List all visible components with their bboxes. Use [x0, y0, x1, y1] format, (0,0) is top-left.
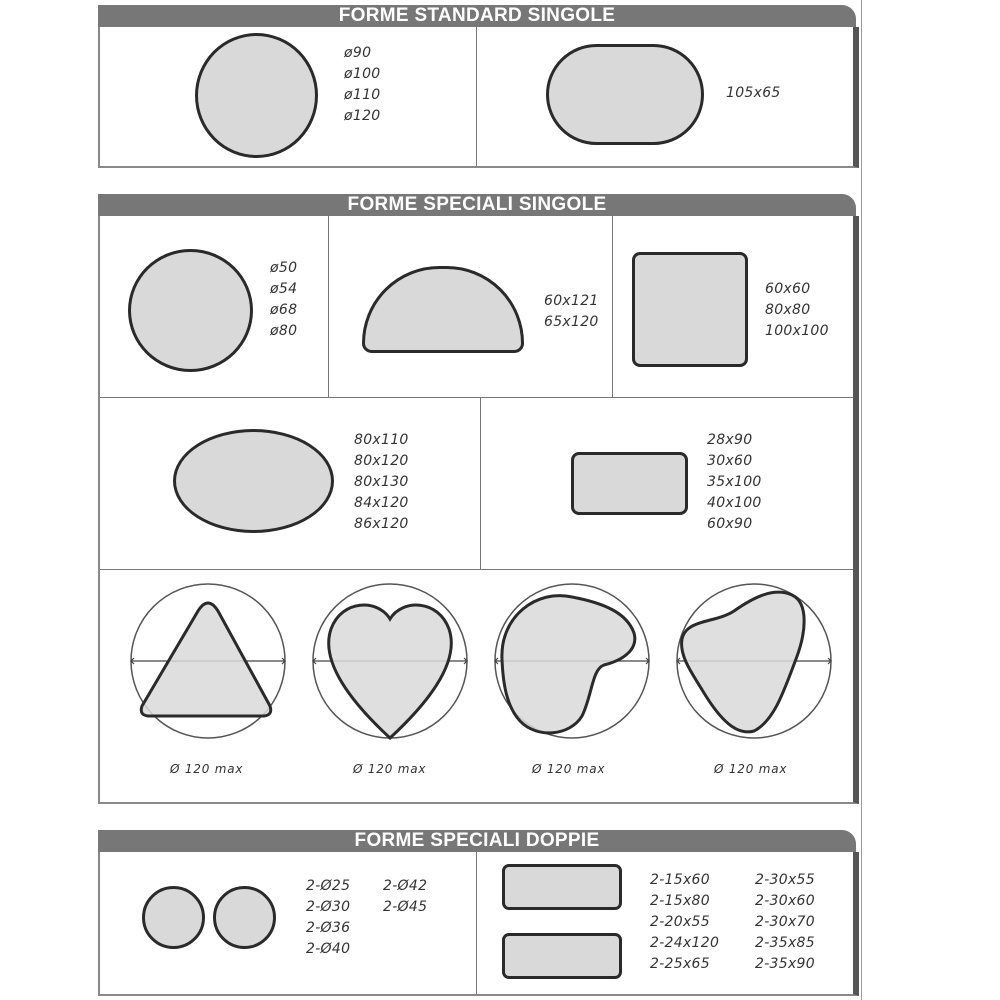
section-special-single — [98, 194, 856, 804]
double-rect-size-list-2 — [755, 870, 815, 975]
rectangle-shape — [571, 452, 688, 515]
section-standard-single — [98, 5, 856, 168]
heart-freeform — [310, 581, 470, 741]
size-label: ø110 — [344, 87, 381, 103]
cell-divider — [476, 852, 477, 994]
size-label: 60x60 — [765, 281, 811, 297]
size-label: 80x80 — [765, 302, 811, 318]
square-shape — [632, 252, 748, 367]
size-label: 2-30x60 — [755, 893, 815, 909]
size-label: 2-Ø40 — [306, 941, 351, 957]
double-round-size-list-2 — [383, 876, 427, 918]
ellipse-size-list — [354, 430, 409, 535]
freeform-caption: Ø 120 max — [532, 762, 606, 776]
double-rect-shape-top — [502, 864, 622, 910]
double-rect-shape-bottom — [502, 933, 622, 979]
double-round-size-list — [306, 876, 350, 960]
kidney-freeform — [492, 581, 652, 741]
triangle-freeform — [128, 581, 288, 741]
size-label: ø54 — [270, 281, 298, 297]
section-title: FORME STANDARD SINGOLE — [98, 5, 856, 27]
ellipse-shape — [173, 429, 334, 533]
oval-size-list — [726, 83, 781, 104]
size-label: 2-Ø45 — [383, 899, 428, 915]
small-round-size-list — [270, 258, 297, 342]
size-label: 28x90 — [707, 432, 753, 448]
size-label: 80x120 — [354, 453, 409, 469]
double-round-shape-left — [142, 886, 205, 949]
section-body — [98, 216, 859, 804]
size-label: 2-Ø25 — [306, 878, 351, 894]
double-rect-size-list — [650, 870, 719, 975]
size-label: 35x100 — [707, 474, 762, 490]
freeform-caption: Ø 120 max — [353, 762, 427, 776]
size-label: 2-35x85 — [755, 935, 815, 951]
size-label: 2-15x80 — [650, 893, 710, 909]
freeform-blob — [674, 581, 834, 741]
cell-divider — [612, 216, 613, 397]
size-label: 65x120 — [544, 314, 599, 330]
size-label: 80x110 — [354, 432, 409, 448]
rectangle-size-list — [707, 430, 762, 535]
freeform-caption: Ø 120 max — [170, 762, 244, 776]
size-label: 2-20x55 — [650, 914, 710, 930]
size-label: 86x120 — [354, 516, 409, 532]
size-label: 60x90 — [707, 516, 753, 532]
size-label: ø120 — [344, 108, 381, 124]
small-round-shape — [128, 249, 253, 372]
size-label: 100x100 — [765, 323, 829, 339]
section-title: FORME SPECIALI SINGOLE — [98, 194, 856, 216]
freeform-caption: Ø 120 max — [714, 762, 788, 776]
size-label: 2-30x55 — [755, 872, 815, 888]
cell-divider — [480, 397, 481, 569]
size-label: 105x65 — [726, 85, 781, 101]
page-edge-line — [861, 0, 862, 1000]
section-body — [98, 27, 859, 168]
size-label: ø100 — [344, 66, 381, 82]
size-label: ø50 — [270, 260, 298, 276]
oval-shape — [546, 44, 704, 145]
size-label: 2-Ø36 — [306, 920, 351, 936]
size-label: 2-25x65 — [650, 956, 710, 972]
size-label: ø80 — [270, 323, 298, 339]
size-label: 2-15x60 — [650, 872, 710, 888]
size-label: 80x130 — [354, 474, 409, 490]
row-divider — [100, 569, 853, 570]
size-label: 2-35x90 — [755, 956, 815, 972]
size-label: 2-Ø42 — [383, 878, 428, 894]
size-label: 2-Ø30 — [306, 899, 351, 915]
cell-divider — [328, 216, 329, 397]
cell-divider — [476, 27, 477, 166]
double-round-shape-right — [213, 886, 276, 949]
section-body — [98, 852, 859, 996]
round-size-list — [344, 43, 381, 127]
size-label: 2-30x70 — [755, 914, 815, 930]
size-label: 60x121 — [544, 293, 599, 309]
size-label: 84x120 — [354, 495, 409, 511]
size-label: ø68 — [270, 302, 298, 318]
half-round-shape — [362, 266, 524, 353]
round-shape — [195, 33, 318, 158]
size-label: 40x100 — [707, 495, 762, 511]
size-label: 30x60 — [707, 453, 753, 469]
size-label: 2-24x120 — [650, 935, 720, 951]
row-divider — [100, 397, 853, 398]
section-title: FORME SPECIALI DOPPIE — [98, 830, 856, 852]
half-round-size-list — [544, 291, 599, 333]
section-special-double — [98, 830, 856, 996]
square-size-list — [765, 279, 829, 342]
size-label: ø90 — [344, 45, 372, 61]
